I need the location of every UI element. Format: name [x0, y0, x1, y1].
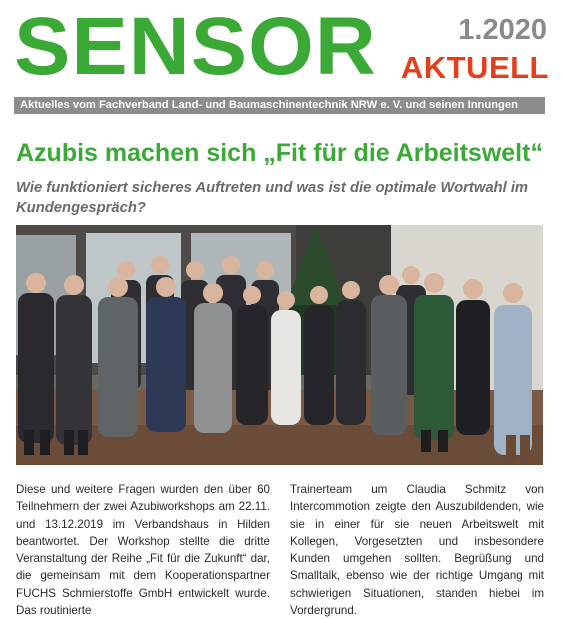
article-body-left: Diese und weitere Fragen wurden den über 60 Teilnehmern der zwei Azubiworkshops am 22.11. und 13.12.2019 im Verbandshaus in Hilden beantwortet. Der Workshop stellte die dritte Veranstaltung der Reihe „Fit für die Zukunft“ dar, die gemeinsam mit dem Kooperationspartner FUCHS Schmierstoffe GmbH entwickelt wurde. Das routinierte: [16, 483, 270, 618]
magazine-title: SENSOR: [14, 1, 377, 92]
tagline-bar: Aktuelles vom Fachverband Land- und Baumaschinentechnik NRW e. V. und seinen Innungen: [14, 97, 545, 114]
article-headline: Azubis machen sich „Fit für die Arbeitswelt“: [16, 139, 543, 167]
article-body-right: Trainerteam um Claudia Schmitz von Intercommotion zeigte den Auszubildenden, wie sie in einer für sie neuen Arbeitswelt mit Kollegen, Vorgesetzten und insbesondere Kunden umgehen sollten. Begrüßung und Smalltalk, ebenso wie der richtige Umgang mit schwierigen Situationen, standen hiebei im Vordergrund.: [290, 483, 544, 618]
issue-number: 1.2020: [458, 14, 547, 46]
section-label: AKTUELL: [400, 50, 549, 85]
article-subline: Wie funktioniert sicheres Auftreten und was ist die optimale Wortwahl im Kundengespräch?: [16, 180, 529, 216]
masthead: [0, 0, 565, 120]
group-photo: [16, 225, 543, 465]
